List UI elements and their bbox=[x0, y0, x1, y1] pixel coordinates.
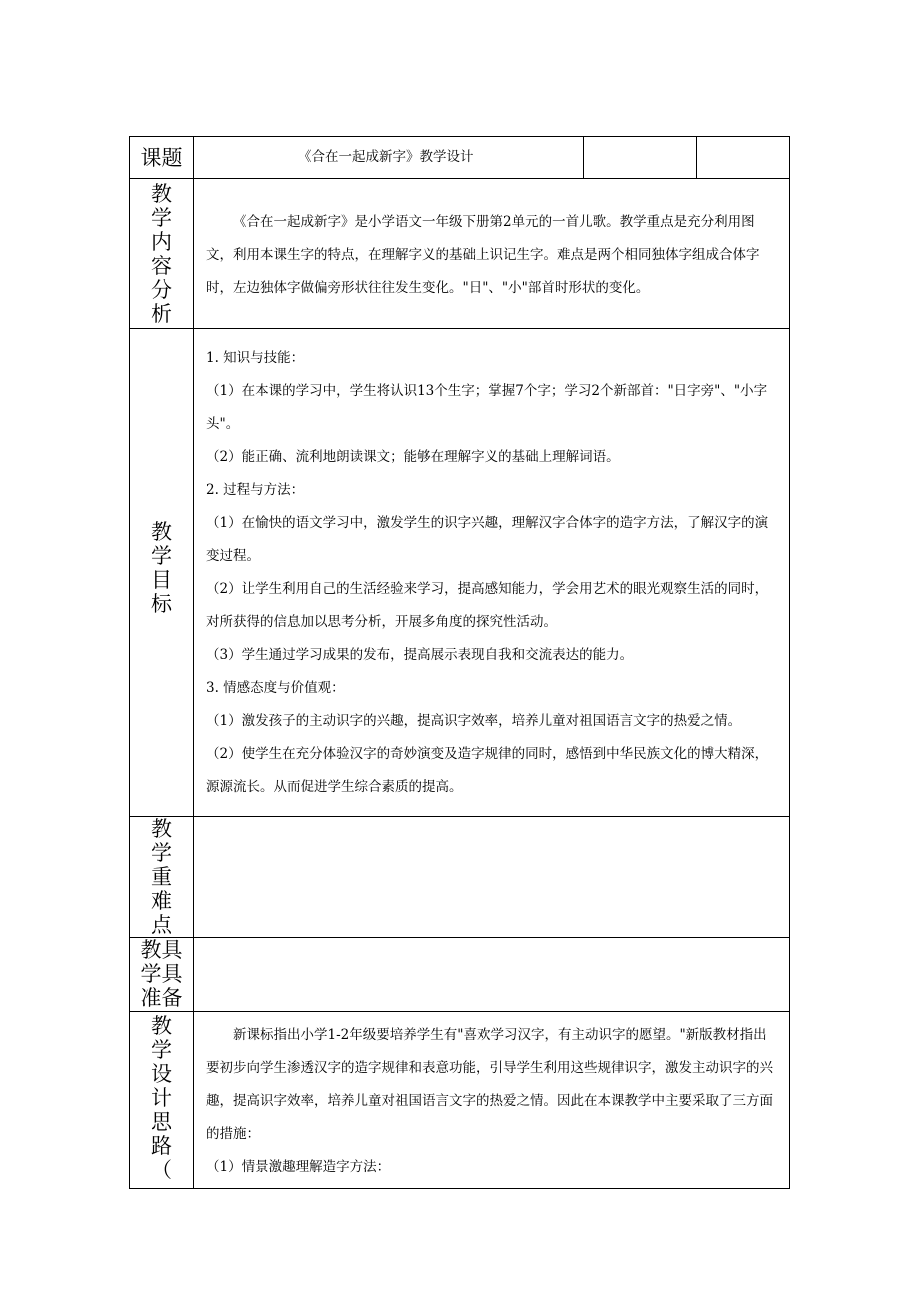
materials-label bbox=[130, 938, 194, 1011]
design-idea-item: （1）情景激趣理解造字方法： bbox=[206, 1159, 391, 1175]
label-char: 设 bbox=[151, 1062, 172, 1086]
label-char: （ bbox=[151, 1158, 172, 1182]
objective-line: （2）让学生利用自己的生活经验来学习，提高感知能力，学会用艺术的眼光观察生活的同时，对所获得的信息加以思考分析，开展多角度的探究性活动。 bbox=[206, 581, 769, 630]
materials-row bbox=[130, 938, 789, 1012]
label-char: 学 bbox=[151, 543, 172, 568]
label-char: 分 bbox=[151, 278, 172, 302]
key-difficulties-label bbox=[130, 817, 194, 937]
lesson-title: 《合在一起成新字》教学设计 bbox=[298, 149, 474, 165]
label-char: 教 bbox=[151, 1014, 172, 1038]
label-char: 思 bbox=[151, 1110, 172, 1134]
objective-line: 3. 情感态度与价值观： bbox=[206, 680, 345, 696]
label-char: 准备 bbox=[140, 986, 183, 1010]
objective-line: 2. 过程与方法： bbox=[206, 482, 305, 498]
label-char: 学 bbox=[151, 1038, 172, 1062]
label-char: 学 bbox=[151, 841, 172, 865]
label-char: 难 bbox=[151, 889, 172, 913]
content-analysis-label bbox=[130, 179, 194, 328]
label-char: 教 bbox=[151, 519, 172, 544]
key-difficulties-row bbox=[130, 817, 789, 938]
objective-line: （2）能正确、流利地朗读课文；能够在理解字义的基础上理解词语。 bbox=[206, 449, 620, 465]
objective-line: （1）在愉快的语文学习中，激发学生的识字兴趣，理解汉字合体字的造字方法，了解汉字的演变过程。 bbox=[206, 515, 769, 564]
materials-cell bbox=[194, 938, 789, 1011]
content-analysis-cell bbox=[194, 179, 789, 328]
content-analysis-text: 《合在一起成新字》是小学语文一年级下册第2单元的一首儿歌。教学重点是充分利用图文，利用本课生字的特点，在理解字义的基础上识记生字。难点是两个相同独体字组成合体字时，左边独体字做偏旁形状往往发生变化。"日"、"小"部首时形状的变化。 bbox=[206, 214, 760, 296]
label-char: 学 bbox=[151, 206, 172, 230]
objective-line: 1. 知识与技能： bbox=[206, 350, 305, 366]
label-char: 内 bbox=[151, 230, 172, 254]
objective-line: （1）激发孩子的主动识字的兴趣，提高识字效率，培养儿童对祖国语言文字的热爱之情。 bbox=[206, 713, 742, 729]
objectives-label bbox=[130, 329, 194, 816]
title-content-cell bbox=[194, 137, 583, 178]
title-label: 课题 bbox=[140, 145, 183, 170]
label-char: 计 bbox=[151, 1086, 172, 1110]
label-char: 重 bbox=[151, 865, 172, 889]
label-char: 路 bbox=[151, 1134, 172, 1158]
title-extra-cell-2 bbox=[696, 137, 789, 178]
label-char: 教 bbox=[151, 817, 172, 841]
title-row bbox=[130, 137, 789, 179]
design-idea-row bbox=[130, 1012, 789, 1188]
design-idea-paragraph: 新课标指出小学1-2年级要培养学生有"喜欢学习汉字，有主动识字的愿望。"新版教材指出要初步向学生渗透汉字的造字规律和表意功能，引导学生利用这些规律识字，激发主动识字的兴趣，提高识字效率，培养儿童对祖国语言文字的热爱之情。因此在本课教学中主要采取了三方面的措施： bbox=[206, 1027, 773, 1142]
objective-line: （2）使学生在充分体验汉字的奇妙演变及造字规律的同时，感悟到中华民族文化的博大精深，源源流长。从而促进学生综合素质的提高。 bbox=[206, 746, 769, 795]
content-analysis-row bbox=[130, 179, 789, 329]
objectives-row bbox=[130, 329, 789, 817]
label-char: 标 bbox=[151, 591, 172, 616]
design-idea-cell bbox=[194, 1012, 789, 1188]
objectives-cell bbox=[194, 329, 789, 816]
objective-line: （1）在本课的学习中，学生将认识13个生字；掌握7个字；学习2个新部首："日字旁"、"小字头"。 bbox=[206, 383, 768, 432]
title-extra-cell-1 bbox=[583, 137, 696, 178]
label-char: 点 bbox=[151, 913, 172, 937]
label-char: 教具 bbox=[140, 938, 183, 962]
label-char: 学具 bbox=[140, 962, 183, 986]
objective-line: （3）学生通过学习成果的发布，提高展示表现自我和交流表达的能力。 bbox=[206, 647, 634, 663]
label-char: 目 bbox=[151, 567, 172, 592]
title-label-cell bbox=[130, 137, 194, 178]
label-char: 析 bbox=[151, 302, 172, 326]
design-idea-label bbox=[130, 1012, 194, 1188]
lesson-plan-table bbox=[129, 136, 790, 1189]
key-difficulties-cell bbox=[194, 817, 789, 937]
label-char: 教 bbox=[151, 182, 172, 206]
label-char: 容 bbox=[151, 254, 172, 278]
